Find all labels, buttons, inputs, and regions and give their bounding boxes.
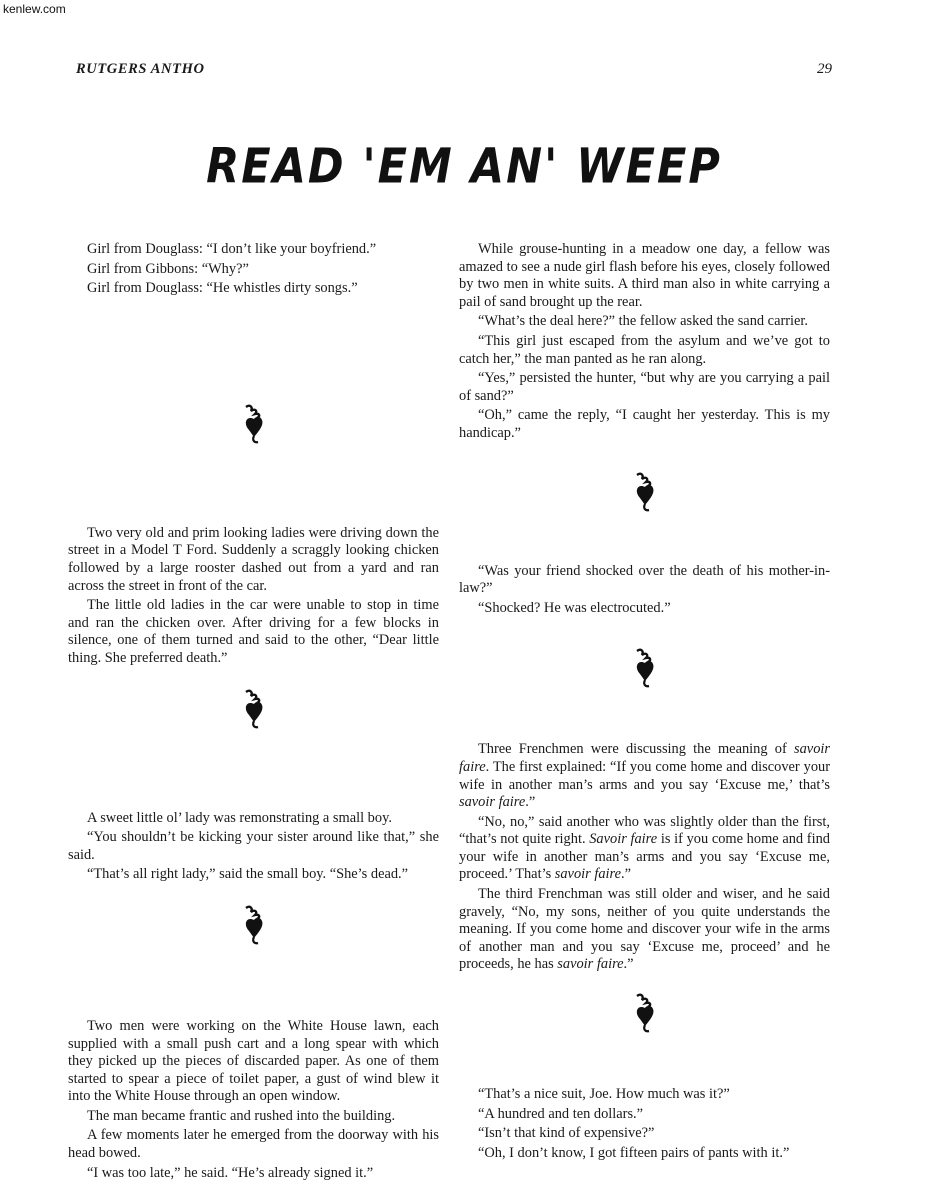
ornament-divider xyxy=(459,647,830,689)
ornament-divider xyxy=(68,904,439,946)
joke-paragraph: Two men were working on the White House lawn, each supplied with a small push cart and a long spear with which they picked up the pieces of discarded paper. As one of them started to spear a piece of toilet paper, a gust of wind blew it into the White House through an open window. xyxy=(68,1017,439,1105)
joke-paragraph: “A hundred and ten dollars.” xyxy=(478,1105,644,1122)
joke-paragraph: “Yes,” persisted the hunter, “but why are you carrying a pail of sand?” xyxy=(459,370,830,404)
joke-paragraph: Girl from Gibbons: “Why?” xyxy=(87,260,249,277)
heart-sprout-ornament-icon xyxy=(242,904,266,946)
watermark: kenlew.com xyxy=(3,2,66,16)
joke-block xyxy=(68,241,439,298)
joke-block xyxy=(68,525,439,668)
joke-paragraph: “Oh, I don’t know, I got fifteen pairs of pants with it.” xyxy=(478,1144,790,1161)
ornament-divider xyxy=(459,992,830,1034)
joke-paragraph: “Shocked? He was electrocuted.” xyxy=(478,599,671,616)
running-head-title: RUTGERS ANTHO xyxy=(76,61,205,77)
joke-paragraph: A few moments later he emerged from the doorway with his head bowed. xyxy=(68,1127,439,1162)
ornament-divider xyxy=(68,688,439,730)
heart-sprout-ornament-icon xyxy=(633,992,657,1034)
joke-paragraph: “Oh,” came the reply, “I caught her yesterday. This is my handicap.” xyxy=(459,407,830,441)
joke-paragraph: “No, no,” said another who was slightly older than the first, “that’s not quite right. Savoir faire is if you come home and find your wife in another man’s arms and you say ‘Excuse me, proceed.’ That’s savoir faire.” xyxy=(459,813,830,883)
joke-paragraph: “Isn’t that kind of expensive?” xyxy=(478,1125,655,1142)
joke-paragraph: “You shouldn’t be kicking your sister around like that,” she said. xyxy=(68,829,439,863)
joke-paragraph: Girl from Douglass: “He whistles dirty songs.” xyxy=(87,280,358,297)
joke-paragraph: “I was too late,” he said. “He’s already signed it.” xyxy=(87,1164,374,1181)
joke-paragraph: A sweet little ol’ lady was remonstrating a small boy. xyxy=(87,809,392,826)
joke-paragraph: The man became frantic and rushed into the building. xyxy=(87,1107,396,1124)
joke-paragraph: Two very old and prim looking ladies were driving down the street in a Model T Ford. Suddenly a scraggly looking chicken followed by a large rooster dashed out from a yard and ran across the street in front of the car. xyxy=(68,524,439,594)
joke-block xyxy=(459,741,830,974)
page-number: 29 xyxy=(817,61,832,77)
heart-sprout-ornament-icon xyxy=(633,471,657,513)
joke-paragraph: “This girl just escaped from the asylum and we’ve got to catch her,” the man panted as he ran along. xyxy=(459,332,830,367)
joke-paragraph: Girl from Douglass: “I don’t like your boyfriend.” xyxy=(87,241,377,257)
joke-paragraph: “What’s the deal here?” the fellow asked the sand carrier. xyxy=(478,313,809,330)
joke-paragraph: Three Frenchmen were discussing the meaning of savoir faire. The first explained: “If you come home and discover your wife in another man’s arms and you say ‘Excuse me,’ that’s savoir faire.” xyxy=(459,741,830,811)
left-column xyxy=(68,241,439,1184)
heart-sprout-ornament-icon xyxy=(242,403,266,445)
joke-block xyxy=(68,810,439,884)
right-column xyxy=(459,241,830,1164)
ornament-divider xyxy=(459,471,830,513)
page-title: READ 'EM AN' WEEP xyxy=(206,139,722,195)
joke-paragraph: The little old ladies in the car were unable to stop in time and ran the chicken over. After driving for a few blocks in silence, one of them turned and said to the other, “Dear little thing. She preferred death.” xyxy=(68,597,439,666)
joke-block xyxy=(459,563,830,618)
joke-paragraph: “That’s a nice suit, Joe. How much was it?” xyxy=(478,1086,730,1103)
ornament-divider xyxy=(68,403,439,445)
joke-block xyxy=(68,1018,439,1182)
joke-paragraph: “That’s all right lady,” said the small boy. “She’s dead.” xyxy=(87,866,409,883)
joke-paragraph: While grouse-hunting in a meadow one day, a fellow was amazed to see a nude girl flash before his eyes, closely followed by two men in white suits. A third man also in white carrying a pail of sand brought up the rear. xyxy=(459,241,830,310)
joke-block xyxy=(459,1086,830,1162)
joke-block xyxy=(459,241,830,443)
joke-paragraph: The third Frenchman was still older and wiser, and he said gravely, “No, my sons, neither of you quite understands the meaning. If you come home and discover your wife in the arms of another man and you say ‘Excuse me, proceed’ and he proceeds, he has savoir faire.” xyxy=(459,886,830,973)
heart-sprout-ornament-icon xyxy=(242,688,266,730)
joke-paragraph: “Was your friend shocked over the death of his mother-in-law?” xyxy=(459,562,830,597)
heart-sprout-ornament-icon xyxy=(633,647,657,689)
